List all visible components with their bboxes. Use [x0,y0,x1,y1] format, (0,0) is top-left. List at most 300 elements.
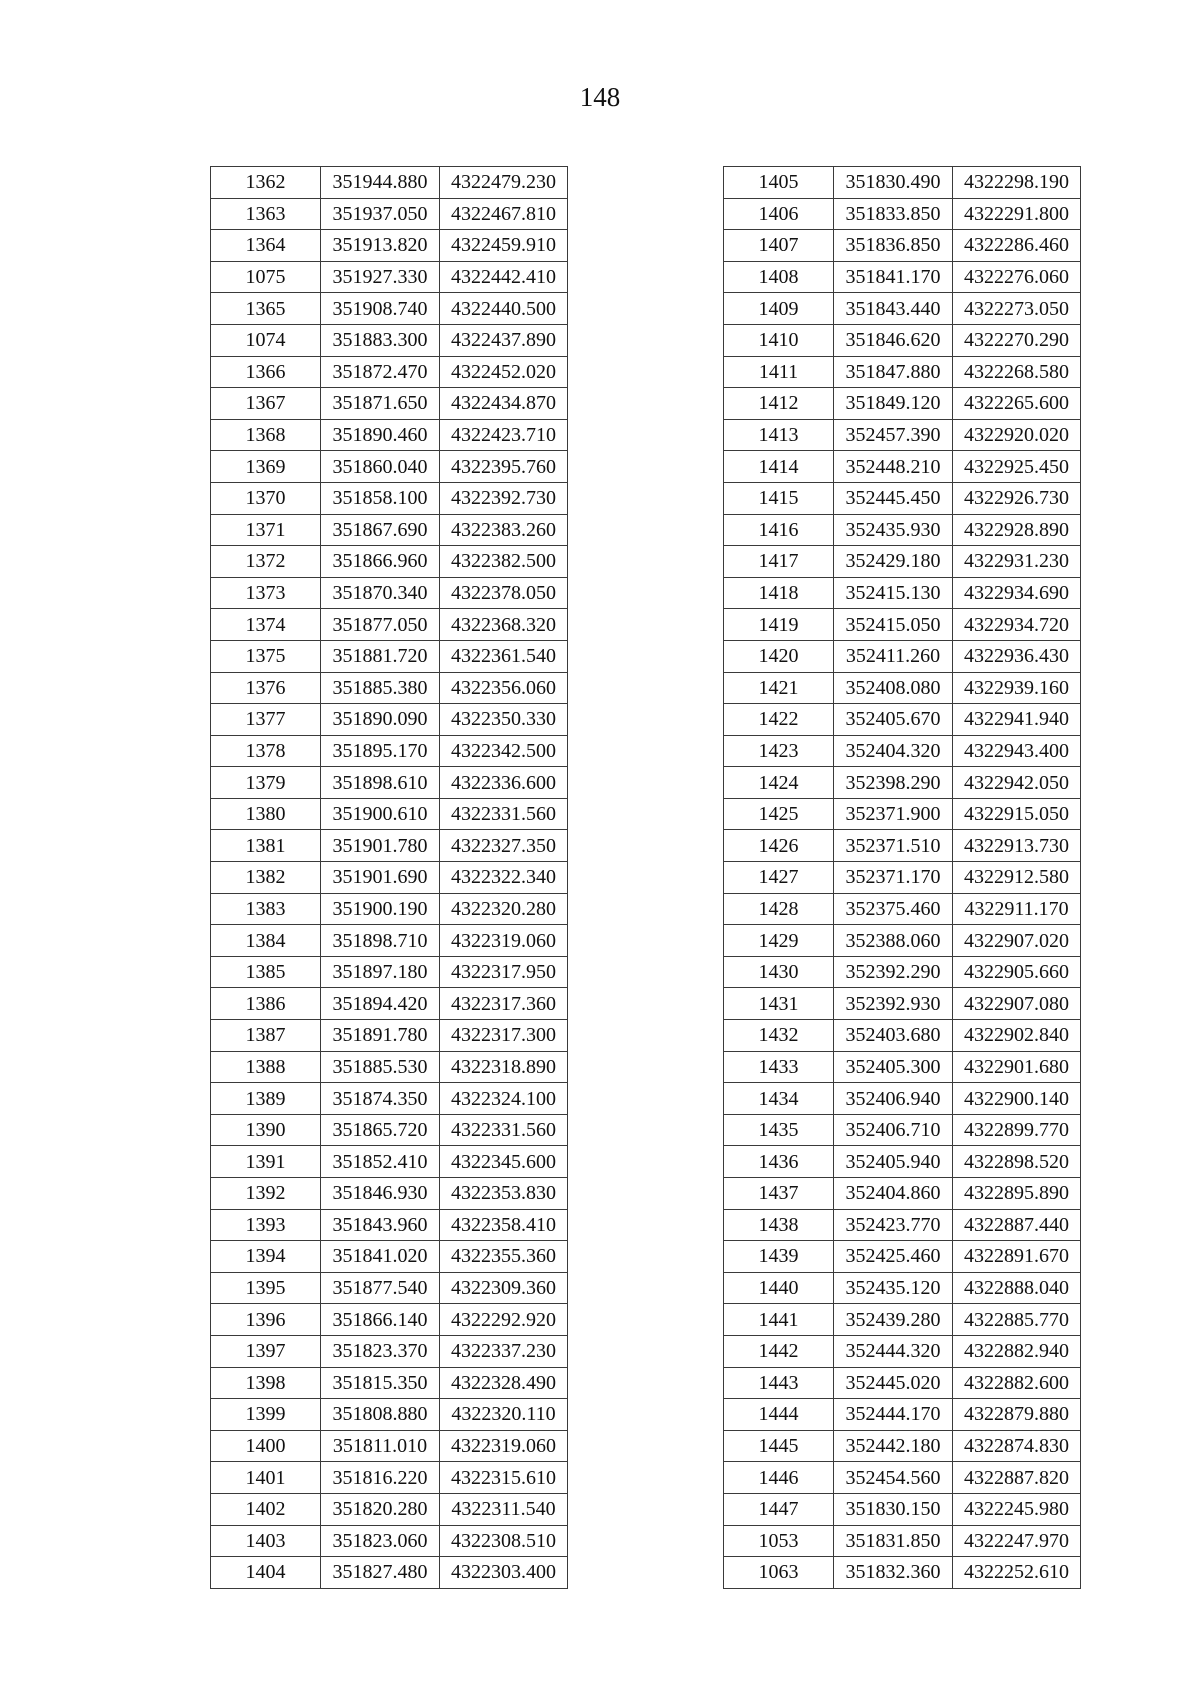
x-coordinate-cell: 352406.940 [834,1083,953,1115]
x-coordinate-cell: 351816.220 [321,1462,440,1494]
table-row [724,1146,1081,1178]
y-coordinate-cell: 4322887.820 [953,1462,1081,1494]
point-number-cell: 1436 [724,1146,834,1178]
table-row [724,1367,1081,1399]
table-row [211,1525,568,1557]
table-row [211,293,568,325]
coordinates-table-right [723,166,1081,1589]
table-row [724,1020,1081,1052]
point-number-cell: 1415 [724,482,834,514]
table-row [211,388,568,420]
x-coordinate-cell: 351874.350 [321,1083,440,1115]
point-number-cell: 1389 [211,1083,321,1115]
table-row [724,324,1081,356]
point-number-cell: 1441 [724,1304,834,1336]
table-row [211,767,568,799]
x-coordinate-cell: 351865.720 [321,1114,440,1146]
x-coordinate-cell: 352425.460 [834,1241,953,1273]
table-row [724,482,1081,514]
table-row [724,167,1081,199]
table-row [724,514,1081,546]
point-number-cell: 1378 [211,735,321,767]
table-row [211,1399,568,1431]
y-coordinate-cell: 4322885.770 [953,1304,1081,1336]
point-number-cell: 1368 [211,419,321,451]
x-coordinate-cell: 351866.140 [321,1304,440,1336]
table-row [724,356,1081,388]
x-coordinate-cell: 352392.930 [834,988,953,1020]
y-coordinate-cell: 4322882.940 [953,1335,1081,1367]
y-coordinate-cell: 4322291.800 [953,198,1081,230]
point-number-cell: 1063 [724,1557,834,1589]
x-coordinate-cell: 351877.540 [321,1272,440,1304]
y-coordinate-cell: 4322378.050 [440,577,568,609]
y-coordinate-cell: 4322311.540 [440,1493,568,1525]
table-row [724,1209,1081,1241]
point-number-cell: 1401 [211,1462,321,1494]
point-number-cell: 1363 [211,198,321,230]
table-row [211,1304,568,1336]
point-number-cell: 1409 [724,293,834,325]
point-number-cell: 1365 [211,293,321,325]
x-coordinate-cell: 351833.850 [834,198,953,230]
y-coordinate-cell: 4322303.400 [440,1557,568,1589]
table-row [724,293,1081,325]
x-coordinate-cell: 351830.150 [834,1493,953,1525]
y-coordinate-cell: 4322245.980 [953,1493,1081,1525]
point-number-cell: 1372 [211,546,321,578]
y-coordinate-cell: 4322888.040 [953,1272,1081,1304]
y-coordinate-cell: 4322437.890 [440,324,568,356]
table-row [211,704,568,736]
table-row [724,1304,1081,1336]
x-coordinate-cell: 352392.290 [834,956,953,988]
table-row [211,1146,568,1178]
y-coordinate-cell: 4322252.610 [953,1557,1081,1589]
point-number-cell: 1412 [724,388,834,420]
coordinates-table-left [210,166,568,1589]
x-coordinate-cell: 351846.930 [321,1178,440,1210]
x-coordinate-cell: 351891.780 [321,1020,440,1052]
x-coordinate-cell: 351811.010 [321,1430,440,1462]
point-number-cell: 1444 [724,1399,834,1431]
y-coordinate-cell: 4322309.360 [440,1272,568,1304]
x-coordinate-cell: 351820.280 [321,1493,440,1525]
point-number-cell: 1395 [211,1272,321,1304]
y-coordinate-cell: 4322324.100 [440,1083,568,1115]
x-coordinate-cell: 352398.290 [834,767,953,799]
x-coordinate-cell: 352445.020 [834,1367,953,1399]
x-coordinate-cell: 352457.390 [834,419,953,451]
point-number-cell: 1432 [724,1020,834,1052]
point-number-cell: 1383 [211,893,321,925]
point-number-cell: 1053 [724,1525,834,1557]
point-number-cell: 1377 [211,704,321,736]
x-coordinate-cell: 351832.360 [834,1557,953,1589]
x-coordinate-cell: 351901.690 [321,862,440,894]
y-coordinate-cell: 4322902.840 [953,1020,1081,1052]
y-coordinate-cell: 4322276.060 [953,261,1081,293]
table-row [211,735,568,767]
table-row [724,419,1081,451]
x-coordinate-cell: 352415.130 [834,577,953,609]
point-number-cell: 1367 [211,388,321,420]
point-number-cell: 1370 [211,482,321,514]
table-row [211,925,568,957]
page-number: 148 [579,82,621,112]
table-row [211,1335,568,1367]
point-number-cell: 1366 [211,356,321,388]
x-coordinate-cell: 352444.320 [834,1335,953,1367]
x-coordinate-cell: 351871.650 [321,388,440,420]
x-coordinate-cell: 351901.780 [321,830,440,862]
table-row [211,1241,568,1273]
y-coordinate-cell: 4322913.730 [953,830,1081,862]
point-number-cell: 1376 [211,672,321,704]
point-number-cell: 1420 [724,640,834,672]
x-coordinate-cell: 352404.860 [834,1178,953,1210]
y-coordinate-cell: 4322931.230 [953,546,1081,578]
point-number-cell: 1429 [724,925,834,957]
point-number-cell: 1398 [211,1367,321,1399]
point-number-cell: 1422 [724,704,834,736]
point-number-cell: 1362 [211,167,321,199]
y-coordinate-cell: 4322905.660 [953,956,1081,988]
x-coordinate-cell: 351823.060 [321,1525,440,1557]
y-coordinate-cell: 4322350.330 [440,704,568,736]
point-number-cell: 1075 [211,261,321,293]
x-coordinate-cell: 352388.060 [834,925,953,957]
x-coordinate-cell: 352444.170 [834,1399,953,1431]
x-coordinate-cell: 351885.380 [321,672,440,704]
y-coordinate-cell: 4322479.230 [440,167,568,199]
table-row [211,198,568,230]
point-number-cell: 1381 [211,830,321,862]
x-coordinate-cell: 351860.040 [321,451,440,483]
table-row [211,451,568,483]
y-coordinate-cell: 4322879.880 [953,1399,1081,1431]
point-number-cell: 1445 [724,1430,834,1462]
x-coordinate-cell: 351843.960 [321,1209,440,1241]
y-coordinate-cell: 4322907.020 [953,925,1081,957]
table-row [724,830,1081,862]
point-number-cell: 1402 [211,1493,321,1525]
table-row [724,672,1081,704]
point-number-cell: 1392 [211,1178,321,1210]
point-number-cell: 1399 [211,1399,321,1431]
x-coordinate-cell: 352406.710 [834,1114,953,1146]
point-number-cell: 1397 [211,1335,321,1367]
y-coordinate-cell: 4322392.730 [440,482,568,514]
x-coordinate-cell: 352445.450 [834,482,953,514]
y-coordinate-cell: 4322319.060 [440,1430,568,1462]
y-coordinate-cell: 4322317.360 [440,988,568,1020]
y-coordinate-cell: 4322928.890 [953,514,1081,546]
table-row [724,546,1081,578]
point-number-cell: 1421 [724,672,834,704]
y-coordinate-cell: 4322874.830 [953,1430,1081,1462]
table-row [211,1367,568,1399]
y-coordinate-cell: 4322895.890 [953,1178,1081,1210]
y-coordinate-cell: 4322361.540 [440,640,568,672]
point-number-cell: 1385 [211,956,321,988]
point-number-cell: 1419 [724,609,834,641]
table-row [724,1241,1081,1273]
x-coordinate-cell: 351877.050 [321,609,440,641]
y-coordinate-cell: 4322336.600 [440,767,568,799]
x-coordinate-cell: 351841.170 [834,261,953,293]
table-row [724,1083,1081,1115]
table-row [724,988,1081,1020]
point-number-cell: 1396 [211,1304,321,1336]
point-number-cell: 1440 [724,1272,834,1304]
x-coordinate-cell: 352454.560 [834,1462,953,1494]
point-number-cell: 1379 [211,767,321,799]
y-coordinate-cell: 4322328.490 [440,1367,568,1399]
table-row [211,261,568,293]
x-coordinate-cell: 351830.490 [834,167,953,199]
table-row [724,640,1081,672]
table-row [724,893,1081,925]
point-number-cell: 1369 [211,451,321,483]
table-row [211,324,568,356]
point-number-cell: 1375 [211,640,321,672]
point-number-cell: 1407 [724,230,834,262]
x-coordinate-cell: 352404.320 [834,735,953,767]
y-coordinate-cell: 4322925.450 [953,451,1081,483]
table-row [724,198,1081,230]
x-coordinate-cell: 352448.210 [834,451,953,483]
point-number-cell: 1411 [724,356,834,388]
x-coordinate-cell: 352403.680 [834,1020,953,1052]
table-row [211,640,568,672]
x-coordinate-cell: 351849.120 [834,388,953,420]
y-coordinate-cell: 4322320.110 [440,1399,568,1431]
y-coordinate-cell: 4322320.280 [440,893,568,925]
y-coordinate-cell: 4322941.940 [953,704,1081,736]
table-row [724,956,1081,988]
y-coordinate-cell: 4322322.340 [440,862,568,894]
y-coordinate-cell: 4322356.060 [440,672,568,704]
x-coordinate-cell: 352415.050 [834,609,953,641]
table-row [724,577,1081,609]
y-coordinate-cell: 4322382.500 [440,546,568,578]
y-coordinate-cell: 4322331.560 [440,798,568,830]
y-coordinate-cell: 4322934.720 [953,609,1081,641]
x-coordinate-cell: 351866.960 [321,546,440,578]
y-coordinate-cell: 4322434.870 [440,388,568,420]
x-coordinate-cell: 352423.770 [834,1209,953,1241]
y-coordinate-cell: 4322298.190 [953,167,1081,199]
table-row [211,482,568,514]
x-coordinate-cell: 352435.930 [834,514,953,546]
table-row [724,609,1081,641]
x-coordinate-cell: 351897.180 [321,956,440,988]
x-coordinate-cell: 352435.120 [834,1272,953,1304]
x-coordinate-cell: 352411.260 [834,640,953,672]
y-coordinate-cell: 4322317.950 [440,956,568,988]
point-number-cell: 1433 [724,1051,834,1083]
x-coordinate-cell: 352408.080 [834,672,953,704]
table-row [724,704,1081,736]
x-coordinate-cell: 351872.470 [321,356,440,388]
point-number-cell: 1387 [211,1020,321,1052]
table-row [724,735,1081,767]
point-number-cell: 1434 [724,1083,834,1115]
point-number-cell: 1364 [211,230,321,262]
x-coordinate-cell: 351894.420 [321,988,440,1020]
point-number-cell: 1074 [211,324,321,356]
x-coordinate-cell: 352371.900 [834,798,953,830]
point-number-cell: 1380 [211,798,321,830]
table-row [211,1020,568,1052]
table-row [211,1178,568,1210]
x-coordinate-cell: 351815.350 [321,1367,440,1399]
point-number-cell: 1410 [724,324,834,356]
point-number-cell: 1439 [724,1241,834,1273]
point-number-cell: 1435 [724,1114,834,1146]
table-row [724,925,1081,957]
point-number-cell: 1437 [724,1178,834,1210]
y-coordinate-cell: 4322907.080 [953,988,1081,1020]
point-number-cell: 1425 [724,798,834,830]
x-coordinate-cell: 351831.850 [834,1525,953,1557]
x-coordinate-cell: 352375.460 [834,893,953,925]
point-number-cell: 1446 [724,1462,834,1494]
y-coordinate-cell: 4322315.610 [440,1462,568,1494]
y-coordinate-cell: 4322899.770 [953,1114,1081,1146]
table-row [724,1430,1081,1462]
point-number-cell: 1443 [724,1367,834,1399]
x-coordinate-cell: 351898.710 [321,925,440,957]
table-row [724,1051,1081,1083]
y-coordinate-cell: 4322898.520 [953,1146,1081,1178]
x-coordinate-cell: 352405.940 [834,1146,953,1178]
y-coordinate-cell: 4322423.710 [440,419,568,451]
point-number-cell: 1431 [724,988,834,1020]
table-row [211,1462,568,1494]
point-number-cell: 1416 [724,514,834,546]
y-coordinate-cell: 4322452.020 [440,356,568,388]
y-coordinate-cell: 4322355.360 [440,1241,568,1273]
x-coordinate-cell: 352371.510 [834,830,953,862]
y-coordinate-cell: 4322268.580 [953,356,1081,388]
point-number-cell: 1428 [724,893,834,925]
y-coordinate-cell: 4322440.500 [440,293,568,325]
table-row [211,1493,568,1525]
point-number-cell: 1417 [724,546,834,578]
table-row [211,1430,568,1462]
x-coordinate-cell: 351847.880 [834,356,953,388]
x-coordinate-cell: 351908.740 [321,293,440,325]
point-number-cell: 1423 [724,735,834,767]
table-row [211,167,568,199]
y-coordinate-cell: 4322286.460 [953,230,1081,262]
y-coordinate-cell: 4322891.670 [953,1241,1081,1273]
point-number-cell: 1438 [724,1209,834,1241]
x-coordinate-cell: 351913.820 [321,230,440,262]
table-row [724,798,1081,830]
table-row [724,1114,1081,1146]
point-number-cell: 1406 [724,198,834,230]
x-coordinate-cell: 351927.330 [321,261,440,293]
x-coordinate-cell: 351898.610 [321,767,440,799]
table-row [211,1272,568,1304]
table-row [211,230,568,262]
point-number-cell: 1374 [211,609,321,641]
y-coordinate-cell: 4322887.440 [953,1209,1081,1241]
x-coordinate-cell: 351883.300 [321,324,440,356]
point-number-cell: 1405 [724,167,834,199]
x-coordinate-cell: 351867.690 [321,514,440,546]
y-coordinate-cell: 4322915.050 [953,798,1081,830]
table-row [211,356,568,388]
table-row [724,1493,1081,1525]
x-coordinate-cell: 351890.460 [321,419,440,451]
y-coordinate-cell: 4322936.430 [953,640,1081,672]
table-row [211,419,568,451]
point-number-cell: 1424 [724,767,834,799]
table-row [724,1335,1081,1367]
point-number-cell: 1413 [724,419,834,451]
point-number-cell: 1430 [724,956,834,988]
point-number-cell: 1414 [724,451,834,483]
table-row [724,261,1081,293]
table-row [211,514,568,546]
table-row [724,451,1081,483]
table-row [211,546,568,578]
x-coordinate-cell: 351823.370 [321,1335,440,1367]
x-coordinate-cell: 351944.880 [321,167,440,199]
y-coordinate-cell: 4322926.730 [953,482,1081,514]
y-coordinate-cell: 4322345.600 [440,1146,568,1178]
point-number-cell: 1393 [211,1209,321,1241]
y-coordinate-cell: 4322882.600 [953,1367,1081,1399]
table-row [211,672,568,704]
x-coordinate-cell: 352442.180 [834,1430,953,1462]
table-row [724,1178,1081,1210]
y-coordinate-cell: 4322327.350 [440,830,568,862]
point-number-cell: 1404 [211,1557,321,1589]
point-number-cell: 1391 [211,1146,321,1178]
table-row [211,1114,568,1146]
point-number-cell: 1447 [724,1493,834,1525]
x-coordinate-cell: 351895.170 [321,735,440,767]
y-coordinate-cell: 4322911.170 [953,893,1081,925]
x-coordinate-cell: 351858.100 [321,482,440,514]
y-coordinate-cell: 4322318.890 [440,1051,568,1083]
table-row [211,1051,568,1083]
x-coordinate-cell: 351885.530 [321,1051,440,1083]
table-row [724,1462,1081,1494]
y-coordinate-cell: 4322901.680 [953,1051,1081,1083]
table-row [724,230,1081,262]
x-coordinate-cell: 352439.280 [834,1304,953,1336]
x-coordinate-cell: 351841.020 [321,1241,440,1273]
table-row [211,1209,568,1241]
point-number-cell: 1403 [211,1525,321,1557]
x-coordinate-cell: 352405.300 [834,1051,953,1083]
table-row [211,862,568,894]
point-number-cell: 1418 [724,577,834,609]
table-row [211,1083,568,1115]
y-coordinate-cell: 4322292.920 [440,1304,568,1336]
point-number-cell: 1388 [211,1051,321,1083]
table-row [724,1557,1081,1589]
table-row [724,767,1081,799]
table-row [211,798,568,830]
x-coordinate-cell: 351870.340 [321,577,440,609]
